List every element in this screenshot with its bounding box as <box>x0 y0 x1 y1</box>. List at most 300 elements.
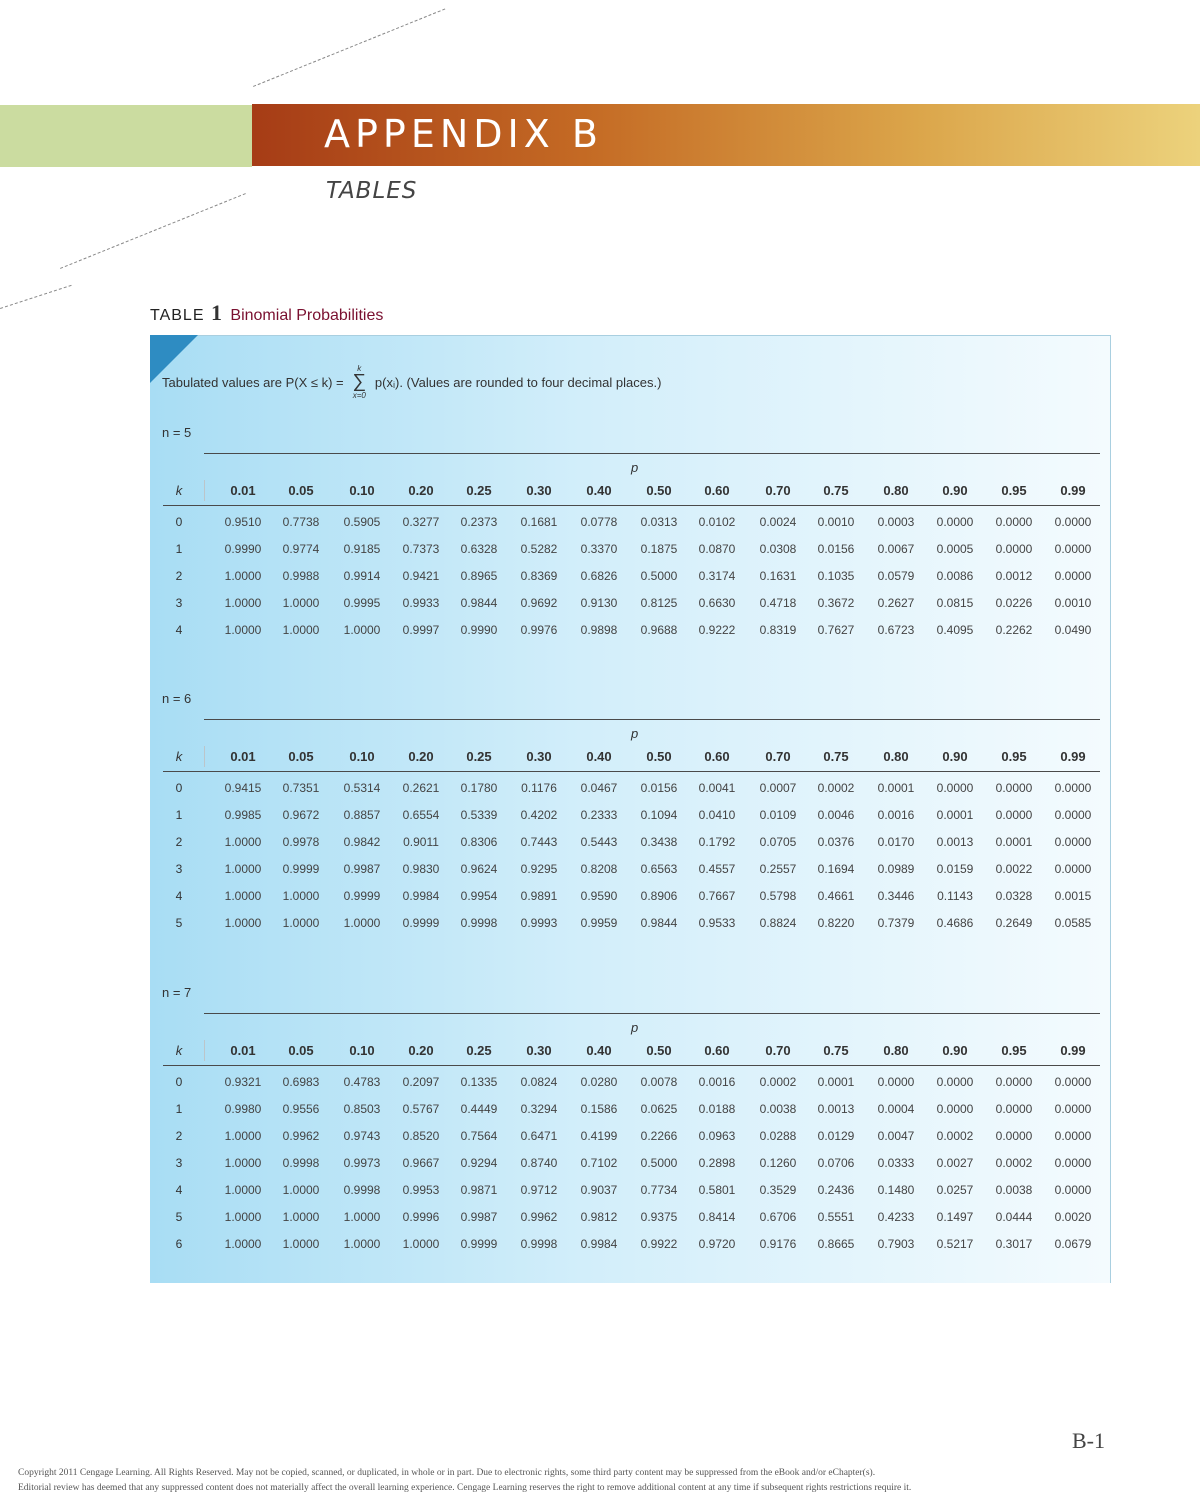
table-cell: 0.0625 <box>640 1102 678 1116</box>
table-cell: 1.0000 <box>224 1129 262 1143</box>
p-column-header: 0.20 <box>408 1043 434 1058</box>
table-cell: 0.0188 <box>698 1102 736 1116</box>
table-cell: 0.9995 <box>343 596 381 610</box>
table-cell: 0.9294 <box>460 1156 498 1170</box>
table-cell: 0.0002 <box>759 1075 797 1089</box>
table-cell: 0.0376 <box>817 835 855 849</box>
p-column-header: 0.25 <box>466 483 492 498</box>
row-k-value: 4 <box>175 889 183 903</box>
copyright-line-2: Editorial review has deemed that any suppressed content does not materially affect the overall learning experience. Cengage Learning reserves the right to remove additional content at any time if subsequent rights restrictions require it. <box>18 1483 912 1493</box>
table-cell: 0.5551 <box>817 1210 855 1224</box>
table-cell: 0.9891 <box>520 889 558 903</box>
p-column-header: 0.20 <box>408 483 434 498</box>
table-cell: 0.8740 <box>520 1156 558 1170</box>
sum-upper-limit: k <box>357 364 362 373</box>
table-cell: 0.3174 <box>698 569 736 583</box>
table-cell: 0.9998 <box>460 916 498 930</box>
table-cell: 0.0003 <box>877 515 915 529</box>
p-column-header: 0.90 <box>942 483 968 498</box>
table-cell: 0.8125 <box>640 596 678 610</box>
table-cell: 0.0226 <box>995 596 1033 610</box>
table-cell: 0.0308 <box>759 542 797 556</box>
table-cell: 1.0000 <box>224 1237 262 1251</box>
table-cell: 0.9980 <box>224 1102 262 1116</box>
table-cell: 0.1792 <box>698 835 736 849</box>
table-cell: 0.9672 <box>282 808 320 822</box>
table-cell: 0.0016 <box>877 808 915 822</box>
table-cell: 0.0000 <box>1054 1183 1092 1197</box>
p-column-header: 0.50 <box>646 483 672 498</box>
table-cell: 0.9774 <box>282 542 320 556</box>
table-cell: 1.0000 <box>224 1210 262 1224</box>
table-cell: 0.0046 <box>817 808 855 822</box>
table-cell: 0.0000 <box>1054 1129 1092 1143</box>
table-cell: 0.0020 <box>1054 1210 1092 1224</box>
table-cell: 0.9990 <box>460 623 498 637</box>
table-cell: 0.0989 <box>877 862 915 876</box>
table-cell: 0.9295 <box>520 862 558 876</box>
p-column-header: 0.30 <box>526 749 552 764</box>
table-cell: 0.0027 <box>936 1156 974 1170</box>
row-k-value: 3 <box>175 862 183 876</box>
table-cell: 0.0467 <box>580 781 618 795</box>
decorative-line-low <box>0 285 72 309</box>
p-column-header: 0.70 <box>765 1043 791 1058</box>
table-cell: 0.1035 <box>817 569 855 583</box>
table-cell: 0.0038 <box>759 1102 797 1116</box>
table-cell: 0.0444 <box>995 1210 1033 1224</box>
table-cell: 0.5314 <box>343 781 381 795</box>
table-cell: 0.9999 <box>282 862 320 876</box>
table-cell: 0.9830 <box>402 862 440 876</box>
table-cell: 0.3529 <box>759 1183 797 1197</box>
p-column-header: 0.90 <box>942 1043 968 1058</box>
row-k-value: 3 <box>175 1156 183 1170</box>
p-column-header: 0.50 <box>646 749 672 764</box>
table-cell: 0.3017 <box>995 1237 1033 1251</box>
table-cell: 0.0129 <box>817 1129 855 1143</box>
header-band-left <box>0 105 252 167</box>
table-cell: 0.0012 <box>995 569 1033 583</box>
p-column-header: 0.01 <box>230 1043 256 1058</box>
table-cell: 0.9321 <box>224 1075 262 1089</box>
row-k-value: 2 <box>175 835 183 849</box>
table-cell: 0.6630 <box>698 596 736 610</box>
table-top-rule <box>204 1013 1100 1014</box>
table-cell: 0.7627 <box>817 623 855 637</box>
p-column-header: 0.80 <box>883 1043 909 1058</box>
table-cell: 0.2627 <box>877 596 915 610</box>
table-cell: 0.9720 <box>698 1237 736 1251</box>
table-cell: 0.7373 <box>402 542 440 556</box>
table-cell: 0.0038 <box>995 1183 1033 1197</box>
table-cell: 0.0000 <box>995 542 1033 556</box>
table-cell: 0.5217 <box>936 1237 974 1251</box>
p-column-header: 0.90 <box>942 749 968 764</box>
p-column-header: 0.01 <box>230 749 256 764</box>
table-cell: 0.7351 <box>282 781 320 795</box>
row-k-value: 1 <box>175 542 183 556</box>
table-cell: 0.9533 <box>698 916 736 930</box>
table-cell: 0.0000 <box>1054 835 1092 849</box>
table-cell: 0.0000 <box>995 1129 1033 1143</box>
table-cell: 0.0000 <box>877 1075 915 1089</box>
table-cell: 0.8665 <box>817 1237 855 1251</box>
table-cell: 0.5798 <box>759 889 797 903</box>
p-column-header: 0.95 <box>1001 483 1027 498</box>
table-cell: 0.0000 <box>1054 1075 1092 1089</box>
table-cell: 0.2649 <box>995 916 1033 930</box>
table-cell: 0.8319 <box>759 623 797 637</box>
table-cell: 0.1586 <box>580 1102 618 1116</box>
table-cell: 0.8906 <box>640 889 678 903</box>
table-cell: 0.0000 <box>1054 542 1092 556</box>
table-cell: 0.2557 <box>759 862 797 876</box>
table-cell: 0.6723 <box>877 623 915 637</box>
table-cell: 0.1631 <box>759 569 797 583</box>
p-column-header: 0.75 <box>823 483 849 498</box>
table-cell: 0.0170 <box>877 835 915 849</box>
table-cell: 1.0000 <box>282 916 320 930</box>
copyright-notice <box>18 1466 1188 1496</box>
table-cell: 1.0000 <box>224 889 262 903</box>
table-cell: 0.7738 <box>282 515 320 529</box>
table-cell: 1.0000 <box>282 596 320 610</box>
table-cell: 0.1176 <box>521 781 557 795</box>
table-cell: 0.0013 <box>936 835 974 849</box>
table-cell: 0.9999 <box>343 889 381 903</box>
table-cell: 0.0490 <box>1054 623 1092 637</box>
table-cell: 0.9375 <box>640 1210 678 1224</box>
table-intro <box>162 364 662 400</box>
table-header-rule <box>163 505 1100 506</box>
table-cell: 1.0000 <box>282 1210 320 1224</box>
row-k-value: 4 <box>175 1183 183 1197</box>
table-cell: 0.1335 <box>460 1075 498 1089</box>
table-cell: 0.9590 <box>580 889 618 903</box>
table-cell: 0.0000 <box>936 781 974 795</box>
table-cell: 0.2333 <box>580 808 618 822</box>
table-cell: 0.9688 <box>640 623 678 637</box>
table-cell: 0.4718 <box>759 596 797 610</box>
table-cell: 0.5443 <box>580 835 618 849</box>
copyright-line-1: Copyright 2011 Cengage Learning. All Rights Reserved. May not be copied, scanned, or duplicated, in whole or in part. Due to electronic rights, some third party content may be suppressed from the eBook and/or eChapter(s). <box>18 1468 876 1478</box>
table-cell: 0.0004 <box>877 1102 915 1116</box>
table-cell: 0.8965 <box>460 569 498 583</box>
table-cell: 0.5000 <box>640 1156 678 1170</box>
table-cell: 0.5339 <box>460 808 498 822</box>
k-header: k <box>175 1043 183 1058</box>
table-cell: 0.2373 <box>460 515 498 529</box>
table-cell: 0.8369 <box>520 569 558 583</box>
table-cell: 0.6563 <box>640 862 678 876</box>
table-cell: 0.9914 <box>343 569 381 583</box>
row-k-value: 3 <box>175 596 183 610</box>
p-column-header: 0.20 <box>408 749 434 764</box>
table-cell: 0.1497 <box>936 1210 974 1224</box>
table-cell: 1.0000 <box>282 623 320 637</box>
row-k-value: 4 <box>175 623 183 637</box>
table-cell: 0.0000 <box>1054 569 1092 583</box>
row-k-value: 0 <box>175 1075 183 1089</box>
table-cell: 0.0078 <box>640 1075 678 1089</box>
table-cell: 0.6826 <box>580 569 618 583</box>
p-column-header: 0.25 <box>466 1043 492 1058</box>
table-cell: 0.0579 <box>877 569 915 583</box>
table-cell: 0.0086 <box>936 569 974 583</box>
table-cell: 1.0000 <box>402 1237 440 1251</box>
page-number: B-1 <box>1072 1428 1105 1453</box>
table-cell: 0.1143 <box>937 889 973 903</box>
table-cell: 0.5282 <box>520 542 558 556</box>
table-cell: 0.9185 <box>343 542 381 556</box>
table-cell: 0.4783 <box>343 1075 381 1089</box>
p-column-header: 0.30 <box>526 1043 552 1058</box>
table-cell: 0.8306 <box>460 835 498 849</box>
table-cell: 1.0000 <box>224 596 262 610</box>
table-cell: 0.0007 <box>759 781 797 795</box>
table-cell: 0.9556 <box>282 1102 320 1116</box>
row-k-value: 2 <box>175 569 183 583</box>
section-n-label: n = 7 <box>162 985 192 1000</box>
table-cell: 0.9990 <box>224 542 262 556</box>
table-cell: 0.1260 <box>759 1156 797 1170</box>
row-k-value: 0 <box>175 515 183 529</box>
table-cell: 0.9997 <box>402 623 440 637</box>
p-column-header: 0.70 <box>765 749 791 764</box>
p-column-header: 0.05 <box>288 749 314 764</box>
table-cell: 0.5905 <box>343 515 381 529</box>
table-cell: 0.8414 <box>698 1210 736 1224</box>
header-divider <box>204 480 205 501</box>
table-cell: 0.9922 <box>640 1237 678 1251</box>
table-cell: 0.0328 <box>995 889 1033 903</box>
table-cell: 0.9871 <box>460 1183 498 1197</box>
table-cell: 1.0000 <box>224 1156 262 1170</box>
p-header: p <box>631 1020 639 1035</box>
table-cell: 0.7102 <box>580 1156 618 1170</box>
k-header: k <box>175 483 183 498</box>
table-cell: 0.7903 <box>877 1237 915 1251</box>
table-cell: 0.0016 <box>698 1075 736 1089</box>
table-cell: 0.0824 <box>520 1075 558 1089</box>
table-cell: 0.9667 <box>402 1156 440 1170</box>
table-cell: 0.0067 <box>877 542 915 556</box>
row-k-value: 5 <box>175 916 183 930</box>
table-cell: 0.4449 <box>460 1102 498 1116</box>
table-cell: 0.3672 <box>817 596 855 610</box>
p-header: p <box>631 460 639 475</box>
table-cell: 0.0410 <box>698 808 736 822</box>
table-cell: 1.0000 <box>343 1210 381 1224</box>
table-cell: 0.9973 <box>343 1156 381 1170</box>
table-cell: 0.9984 <box>402 889 440 903</box>
table-cell: 0.1480 <box>877 1183 915 1197</box>
table-cell: 0.4202 <box>520 808 558 822</box>
table-cell: 0.6554 <box>402 808 440 822</box>
table-cell: 0.0257 <box>936 1183 974 1197</box>
table-cell: 0.9176 <box>759 1237 797 1251</box>
table-cell: 0.0000 <box>936 1075 974 1089</box>
p-column-header: 0.70 <box>765 483 791 498</box>
table-cell: 0.0000 <box>1054 515 1092 529</box>
intro-formula-start: Tabulated values are P(X ≤ k) = <box>162 375 344 390</box>
table-cell: 0.0000 <box>995 515 1033 529</box>
table-cell: 0.5767 <box>402 1102 440 1116</box>
decorative-line-top <box>253 8 445 86</box>
p-column-header: 0.95 <box>1001 749 1027 764</box>
table-cell: 0.3370 <box>580 542 618 556</box>
table-cell: 0.9962 <box>520 1210 558 1224</box>
table-cell: 0.0002 <box>995 1156 1033 1170</box>
table-top-rule <box>204 719 1100 720</box>
p-column-header: 0.60 <box>704 483 730 498</box>
table-cell: 0.0313 <box>640 515 678 529</box>
table-cell: 0.0000 <box>995 1102 1033 1116</box>
table-cell: 0.9812 <box>580 1210 618 1224</box>
p-column-header: 0.75 <box>823 749 849 764</box>
table-cell: 0.0001 <box>995 835 1033 849</box>
table-cell: 0.0002 <box>936 1129 974 1143</box>
table-cell: 0.0109 <box>759 808 797 822</box>
table-title: Binomial Probabilities <box>230 307 384 324</box>
table-cell: 0.0000 <box>1054 781 1092 795</box>
table-cell: 0.9222 <box>698 623 736 637</box>
table-cell: 1.0000 <box>282 889 320 903</box>
table-cell: 0.0102 <box>698 515 736 529</box>
table-cell: 0.0000 <box>936 1102 974 1116</box>
table-cell: 0.0000 <box>995 1075 1033 1089</box>
table-cell: 0.9844 <box>640 916 678 930</box>
p-column-header: 0.60 <box>704 1043 730 1058</box>
table-cell: 0.8824 <box>759 916 797 930</box>
table-cell: 0.2621 <box>402 781 440 795</box>
p-column-header: 0.05 <box>288 1043 314 1058</box>
decorative-line-mid <box>60 193 246 269</box>
table-cell: 0.9712 <box>520 1183 558 1197</box>
table-cell: 0.0333 <box>877 1156 915 1170</box>
table-cell: 0.9692 <box>520 596 558 610</box>
header-divider <box>204 1040 205 1061</box>
table-cell: 0.9987 <box>460 1210 498 1224</box>
table-cell: 0.0001 <box>817 1075 855 1089</box>
p-header: p <box>631 726 639 741</box>
table-cell: 0.7734 <box>640 1183 678 1197</box>
p-column-header: 0.80 <box>883 749 909 764</box>
table-cell: 0.0000 <box>995 781 1033 795</box>
table-cell: 0.0000 <box>1054 862 1092 876</box>
table-cell: 0.4095 <box>936 623 974 637</box>
table-caption <box>150 300 383 326</box>
row-k-value: 5 <box>175 1210 183 1224</box>
p-column-header: 0.10 <box>349 749 375 764</box>
table-cell: 1.0000 <box>224 569 262 583</box>
table-cell: 0.8208 <box>580 862 618 876</box>
table-cell: 0.0963 <box>698 1129 736 1143</box>
table-cell: 0.9998 <box>343 1183 381 1197</box>
table-cell: 0.7564 <box>460 1129 498 1143</box>
table-cell: 0.3446 <box>877 889 915 903</box>
table-cell: 0.9954 <box>460 889 498 903</box>
table-cell: 0.2266 <box>640 1129 678 1143</box>
table-cell: 0.9037 <box>580 1183 618 1197</box>
p-column-header: 0.10 <box>349 1043 375 1058</box>
table-cell: 0.7443 <box>520 835 558 849</box>
table-cell: 0.5000 <box>640 569 678 583</box>
p-column-header: 0.95 <box>1001 1043 1027 1058</box>
p-column-header: 0.05 <box>288 483 314 498</box>
table-cell: 0.9959 <box>580 916 618 930</box>
table-cell: 0.0159 <box>936 862 974 876</box>
table-cell: 1.0000 <box>282 1237 320 1251</box>
table-cell: 0.6471 <box>520 1129 558 1143</box>
section-subtitle: TABLES <box>326 178 418 204</box>
table-cell: 0.0870 <box>698 542 736 556</box>
table-cell: 0.6706 <box>759 1210 797 1224</box>
table-cell: 0.0778 <box>580 515 618 529</box>
table-cell: 0.9998 <box>282 1156 320 1170</box>
table-cell: 0.9844 <box>460 596 498 610</box>
table-cell: 0.0288 <box>759 1129 797 1143</box>
table-number: 1 <box>210 300 222 325</box>
table-cell: 0.9415 <box>224 781 262 795</box>
table-cell: 0.4557 <box>698 862 736 876</box>
table-cell: 0.8220 <box>817 916 855 930</box>
p-column-header: 0.40 <box>586 749 612 764</box>
table-cell: 0.0002 <box>817 781 855 795</box>
table-cell: 0.0047 <box>877 1129 915 1143</box>
table-cell: 0.9999 <box>402 916 440 930</box>
intro-formula-end: p(xᵢ). (Values are rounded to four decimal places.) <box>374 375 662 390</box>
table-cell: 0.0001 <box>877 781 915 795</box>
p-column-header: 0.99 <box>1060 749 1086 764</box>
table-cell: 0.0005 <box>936 542 974 556</box>
table-cell: 0.9898 <box>580 623 618 637</box>
table-cell: 0.6328 <box>460 542 498 556</box>
table-cell: 0.4686 <box>936 916 974 930</box>
table-cell: 0.9993 <box>520 916 558 930</box>
table-cell: 1.0000 <box>282 1183 320 1197</box>
table-cell: 1.0000 <box>343 623 381 637</box>
table-cell: 0.9978 <box>282 835 320 849</box>
table-cell: 0.0000 <box>995 808 1033 822</box>
table-cell: 1.0000 <box>224 862 262 876</box>
table-cell: 0.9962 <box>282 1129 320 1143</box>
table-cell: 0.9996 <box>402 1210 440 1224</box>
p-column-header: 0.60 <box>704 749 730 764</box>
table-cell: 0.8503 <box>343 1102 381 1116</box>
section-n-label: n = 5 <box>162 425 192 440</box>
table-cell: 0.7379 <box>877 916 915 930</box>
table-cell: 0.9933 <box>402 596 440 610</box>
table-cell: 0.0010 <box>817 515 855 529</box>
p-column-header: 0.10 <box>349 483 375 498</box>
table-cell: 0.9976 <box>520 623 558 637</box>
p-column-header: 0.99 <box>1060 483 1086 498</box>
table-cell: 0.9988 <box>282 569 320 583</box>
table-cell: 0.3294 <box>520 1102 558 1116</box>
table-cell: 0.9842 <box>343 835 381 849</box>
table-header-rule <box>163 1065 1100 1066</box>
table-cell: 0.0585 <box>1054 916 1092 930</box>
table-cell: 0.9421 <box>402 569 440 583</box>
table-cell: 0.0010 <box>1054 596 1092 610</box>
table-cell: 0.9011 <box>403 835 439 849</box>
row-k-value: 1 <box>175 808 183 822</box>
table-cell: 0.2436 <box>817 1183 855 1197</box>
p-column-header: 0.75 <box>823 1043 849 1058</box>
p-column-header: 0.01 <box>230 483 256 498</box>
